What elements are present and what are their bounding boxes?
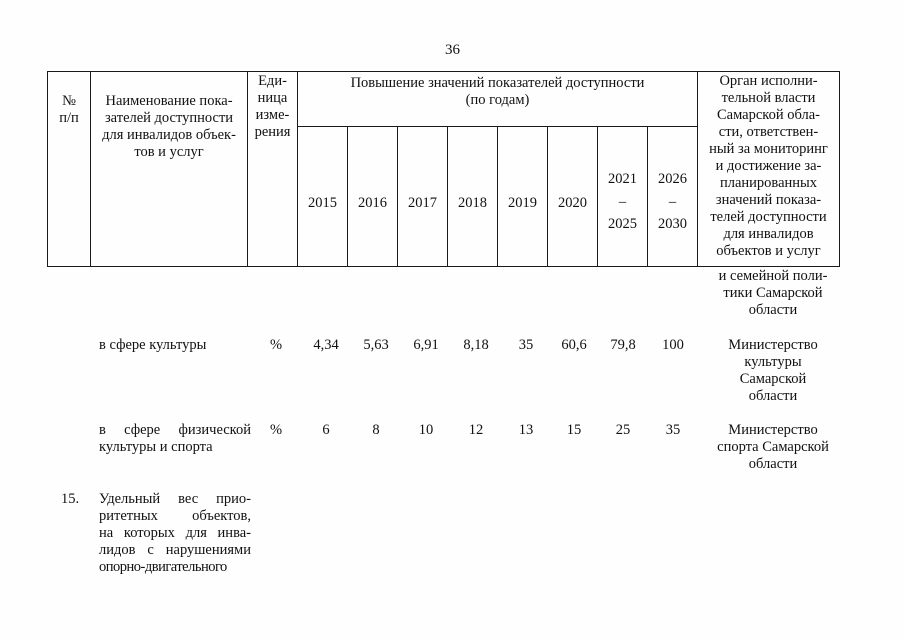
header-authority-column: Орган исполни- тельной власти Самарской обла- сти, ответствен- ный за мониторинг и достижение за- планированных значений показа- телей доступности для инвалидов объектов и услуг <box>709 73 828 259</box>
row-value-2016: 8 <box>372 422 380 438</box>
header-year-2021-2025: 2021 – 2025 <box>608 171 637 232</box>
row-value-2020: 15 <box>566 422 582 438</box>
row-unit: % <box>269 337 283 353</box>
row-value-2015: 6 <box>322 422 330 438</box>
row-value-2018: 12 <box>468 422 484 438</box>
row-value-2018: 8,18 <box>463 337 489 353</box>
row-value-2026-2030: 100 <box>662 337 684 353</box>
header-year-2015: 2015 <box>308 195 337 211</box>
header-year-2019: 2019 <box>508 195 537 211</box>
row-name: в сфере культуры <box>99 337 207 353</box>
row-value-2016: 5,63 <box>363 337 389 353</box>
header-year-2020: 2020 <box>558 195 587 211</box>
header-growth-title: Повышение значений показателей доступности (по годам) <box>350 75 645 108</box>
row-value-2017: 10 <box>418 422 434 438</box>
row-value-2019: 35 <box>518 337 534 353</box>
item-number: 15. <box>61 491 80 507</box>
header-year-2017: 2017 <box>408 195 437 211</box>
row-value-2021-2025: 79,8 <box>610 337 636 353</box>
header-year-2018: 2018 <box>458 195 487 211</box>
row-value-2015: 4,34 <box>313 337 339 353</box>
page-number: 36 <box>445 42 460 58</box>
header-year-2016: 2016 <box>358 195 387 211</box>
item-name: Удельный вес прио- ритетных объектов, на которых для инва- лидов с нарушениями опорно-двигательного <box>99 491 251 575</box>
header-number-column: № п/п <box>59 93 79 126</box>
row-authority: Министерство культуры Самарской области <box>728 337 818 404</box>
header-year-2026-2030: 2026 – 2030 <box>658 171 687 232</box>
table-header <box>47 71 840 267</box>
row-value-2017: 6,91 <box>413 337 439 353</box>
header-unit-column: Еди- ница изме- рения <box>254 73 291 140</box>
header-name-column: Наименование пока- зателей доступности для инвалидов объек- тов и услуг <box>102 93 236 160</box>
row-authority: Министерство спорта Самарской области <box>717 422 829 472</box>
row-name: в сфере физической культуры и спорта <box>99 422 251 455</box>
row-value-2026-2030: 35 <box>665 422 681 438</box>
authority-continuation: и семейной поли- тики Самарской области <box>718 268 828 318</box>
row-value-2019: 13 <box>518 422 534 438</box>
row-unit: % <box>269 422 283 438</box>
row-value-2021-2025: 25 <box>615 422 631 438</box>
row-value-2020: 60,6 <box>561 337 587 353</box>
